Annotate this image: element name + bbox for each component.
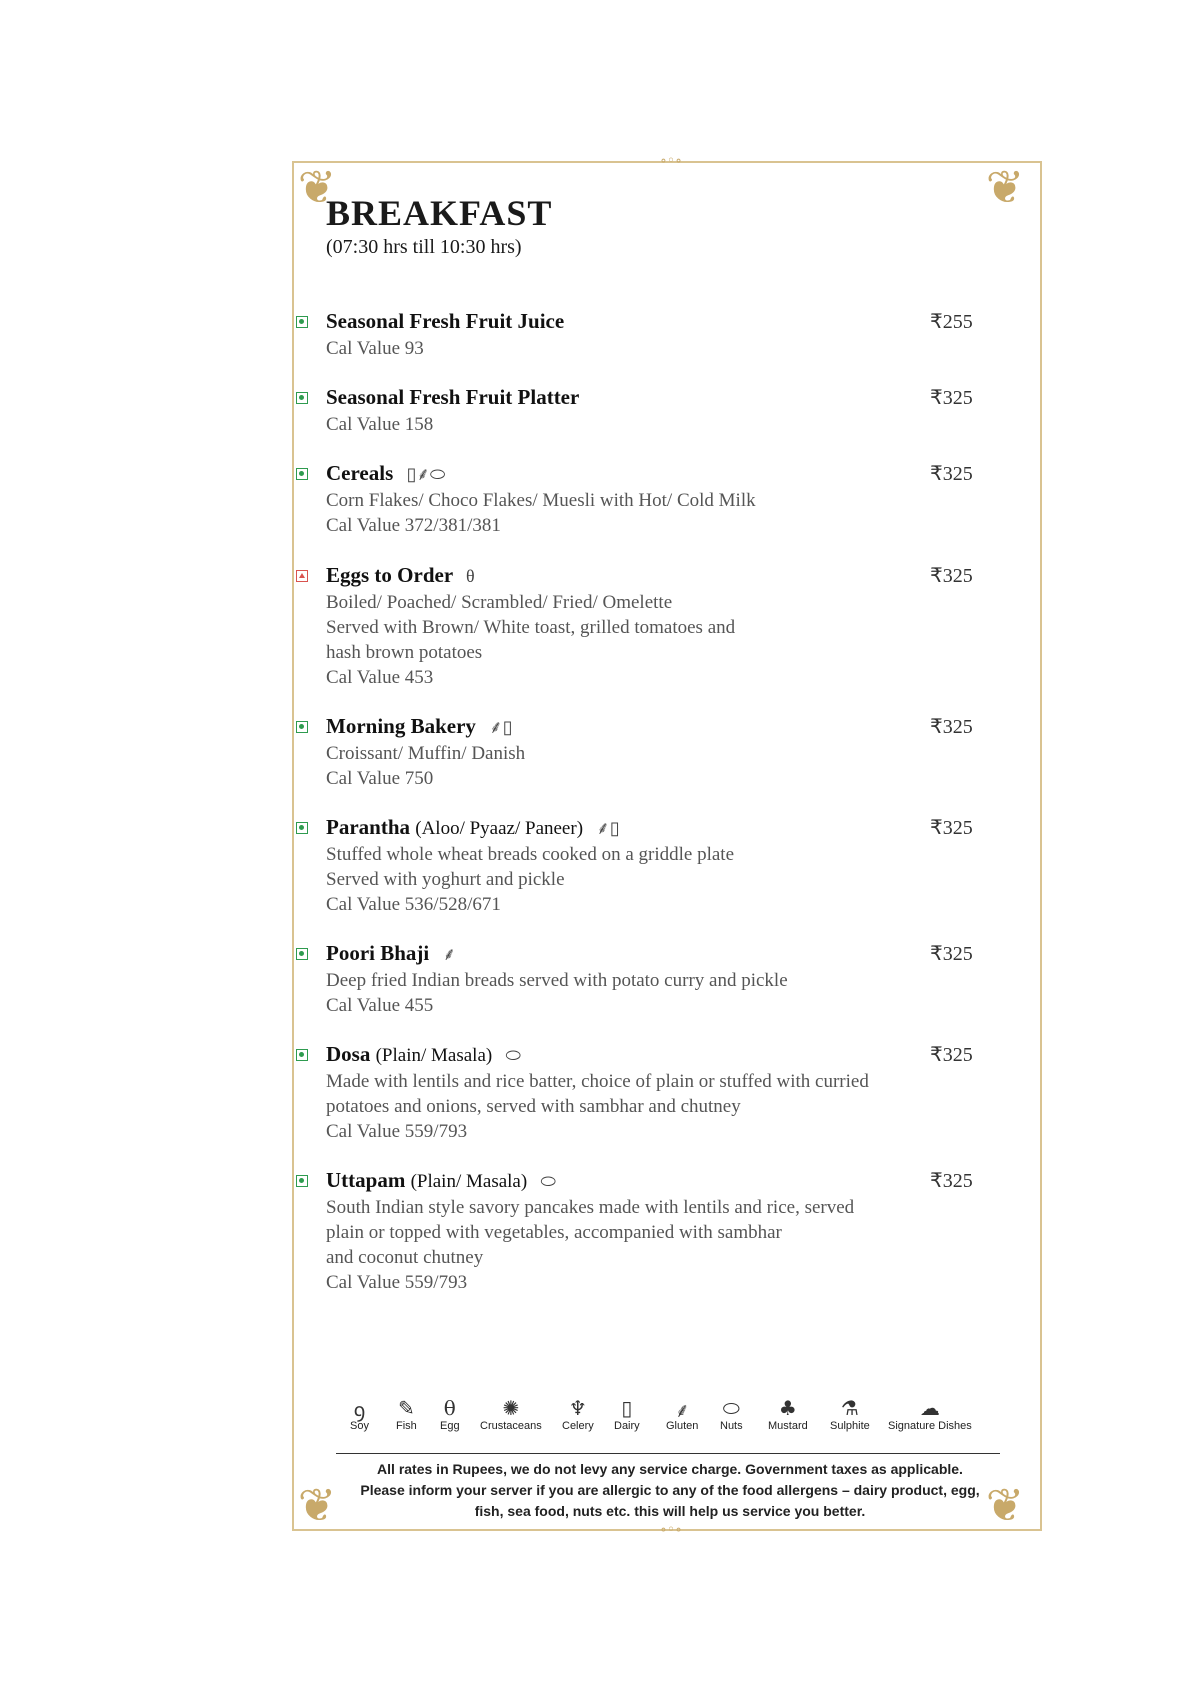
corner-ornament-icon: ❦	[985, 160, 1025, 214]
divider	[336, 1453, 1000, 1454]
item-name: Eggs to Order θ	[326, 563, 475, 587]
item-price: ₹325	[930, 943, 973, 965]
ornament-icon: ∘◦∘	[660, 1522, 682, 1538]
item-description: Cal Value 158	[326, 414, 434, 435]
item-calories: Cal Value 559/793	[326, 1121, 468, 1142]
dairy-icon: ▯	[406, 464, 417, 484]
celery-icon: ♆	[568, 1396, 587, 1420]
gluten-icon: ⸙	[442, 944, 456, 964]
legend-gluten: ⸙ Gluten	[666, 1398, 699, 1432]
dairy-icon: ▯	[502, 717, 513, 737]
item-price: ₹325	[930, 387, 973, 409]
legend-celery: ♆ Celery	[562, 1396, 594, 1432]
veg-icon	[296, 948, 308, 960]
item-name: Seasonal Fresh Fruit Juice	[326, 309, 565, 333]
legend-soy: ꝯ Soy	[350, 1398, 369, 1432]
fish-icon: ✎	[398, 1396, 415, 1420]
footer-note: All rates in Rupees, we do not levy any service charge. Government taxes as applicable. Please inform your server if you are allergic to any of the food allergens – dairy product, egg, fish, sea food, nuts etc. this will help us service you better.	[360, 1461, 980, 1519]
legend-dairy: ▯ Dairy	[614, 1396, 640, 1432]
item-description: and coconut chutney	[326, 1247, 484, 1268]
item-price: ₹325	[930, 817, 973, 839]
nuts-icon: ⬭	[540, 1171, 556, 1191]
item-calories: Cal Value 455	[326, 995, 434, 1016]
item-description: Corn Flakes/ Choco Flakes/ Muesli with Hot/ Cold Milk	[326, 490, 756, 511]
item-price: ₹255	[930, 311, 973, 333]
veg-icon	[296, 822, 308, 834]
item-description: Served with yoghurt and pickle	[326, 869, 565, 890]
corner-ornament-icon: ❦	[297, 160, 337, 214]
nuts-icon: ⬭	[429, 464, 446, 484]
item-name: Uttapam (Plain/ Masala) ⬭	[326, 1168, 556, 1192]
veg-icon	[296, 316, 308, 328]
sulphite-icon: ⚗	[840, 1396, 859, 1420]
item-name: Morning Bakery ⸙▯	[326, 714, 513, 738]
item-description: South Indian style savory pancakes made with lentils and rice, served	[326, 1197, 855, 1218]
chef-hat-icon: ☁	[919, 1396, 940, 1420]
legend-nuts: ⬭ Nuts	[720, 1396, 743, 1432]
legend-sulphite: ⚗ Sulphite	[830, 1396, 870, 1432]
veg-icon	[296, 468, 308, 480]
corner-ornament-icon: ❦	[985, 1478, 1025, 1532]
item-description: Served with Brown/ White toast, grilled tomatoes and	[326, 617, 736, 638]
veg-icon	[296, 392, 308, 404]
mustard-icon: ♣	[778, 1396, 797, 1420]
item-name: Dosa (Plain/ Masala) ⬭	[326, 1042, 521, 1066]
item-price: ₹325	[930, 716, 973, 738]
item-name: Parantha (Aloo/ Pyaaz/ Paneer) ⸙▯	[326, 815, 620, 839]
gluten-icon: ⸙	[674, 1398, 690, 1422]
dairy-icon: ▯	[621, 1396, 633, 1420]
legend-fish: ✎ Fish	[396, 1396, 417, 1432]
item-calories: Cal Value 453	[326, 667, 434, 688]
item-description: Stuffed whole wheat breads cooked on a griddle plate	[326, 844, 735, 865]
crab-icon: ✺	[502, 1396, 520, 1420]
nuts-icon: ⬭	[505, 1045, 521, 1065]
item-description: Made with lentils and rice batter, choice of plain or stuffed with curried	[326, 1071, 869, 1092]
egg-icon: θ	[443, 1396, 456, 1420]
item-name: Cereals ▯⸙⬭	[326, 461, 446, 485]
dairy-icon: ▯	[609, 818, 620, 838]
nuts-icon: ⬭	[722, 1396, 740, 1420]
veg-icon	[296, 1175, 308, 1187]
item-name: Poori Bhaji ⸙	[326, 941, 456, 965]
service-hours: (07:30 hrs till 10:30 hrs)	[326, 236, 522, 258]
item-calories: Cal Value 750	[326, 768, 434, 789]
item-calories: Cal Value 372/381/381	[326, 515, 501, 536]
item-description: plain or topped with vegetables, accompanied with sambhar	[326, 1222, 782, 1243]
non-veg-icon	[296, 570, 308, 582]
legend-mustard: ♣ Mustard	[768, 1396, 808, 1432]
item-description: potatoes and onions, served with sambhar and chutney	[326, 1096, 741, 1117]
item-calories: Cal Value 559/793	[326, 1272, 468, 1293]
legend-egg: θ Egg	[440, 1396, 460, 1432]
ornament-icon: ∘◦∘	[660, 153, 682, 169]
corner-ornament-icon: ❦	[297, 1478, 337, 1532]
item-price: ₹325	[930, 565, 973, 587]
legend-crustaceans: ✺ Crustaceans	[480, 1396, 542, 1432]
item-price: ₹325	[930, 1044, 973, 1066]
egg-icon: θ	[466, 566, 475, 586]
page-title: BREAKFAST	[326, 193, 553, 233]
soy-icon: ꝯ	[353, 1398, 366, 1422]
item-name: Seasonal Fresh Fruit Platter	[326, 385, 580, 409]
veg-icon	[296, 1049, 308, 1061]
item-price: ₹325	[930, 1170, 973, 1192]
item-description: hash brown potatoes	[326, 642, 483, 663]
gluten-icon: ⸙	[416, 464, 430, 484]
item-calories: Cal Value 536/528/671	[326, 894, 501, 915]
legend-signature-dishes: ☁ Signature Dishes	[888, 1396, 972, 1432]
item-description: Deep fried Indian breads served with potato curry and pickle	[326, 970, 788, 991]
item-price: ₹325	[930, 463, 973, 485]
item-description: Cal Value 93	[326, 338, 424, 359]
gluten-icon: ⸙	[596, 818, 610, 838]
gluten-icon: ⸙	[489, 717, 503, 737]
veg-icon	[296, 721, 308, 733]
allergen-legend	[350, 1396, 1000, 1446]
item-description: Boiled/ Poached/ Scrambled/ Fried/ Omelette	[326, 592, 673, 613]
item-description: Croissant/ Muffin/ Danish	[326, 743, 526, 764]
